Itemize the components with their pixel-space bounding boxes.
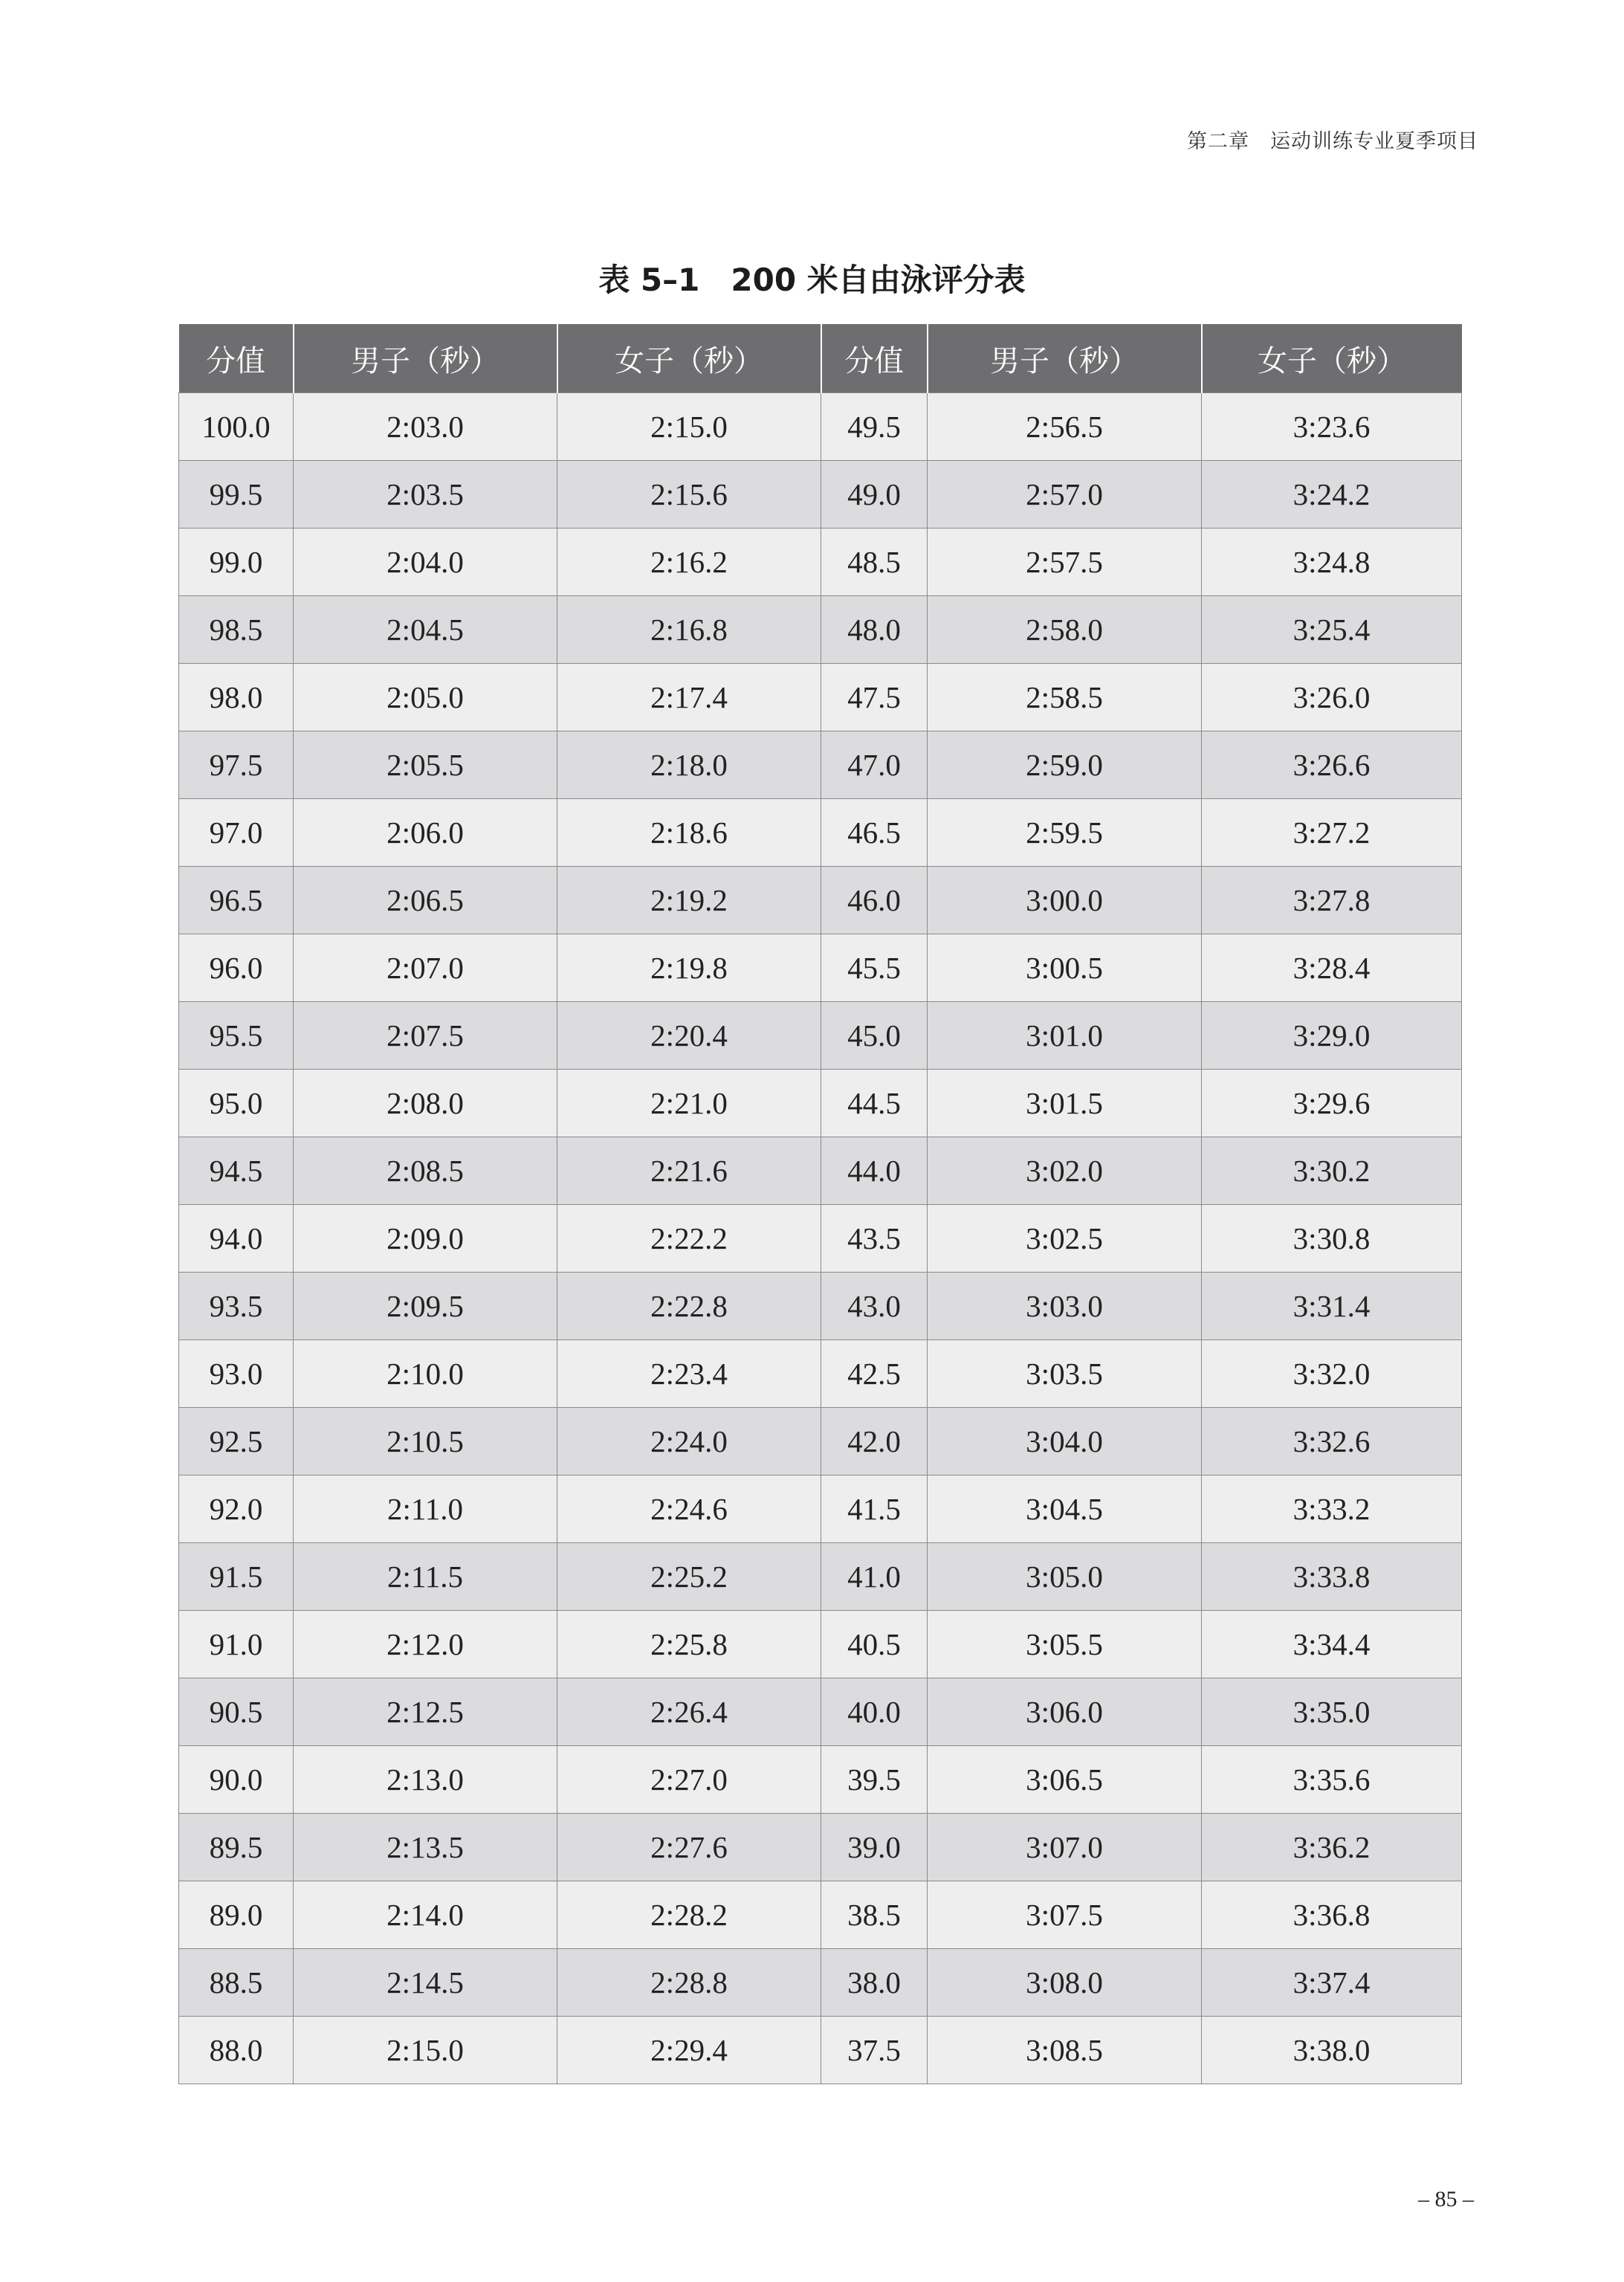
- score-cell: 95.5: [179, 1002, 294, 1070]
- women-time-cell: 2:15.6: [557, 461, 821, 529]
- women-time-cell: 3:27.8: [1202, 867, 1462, 934]
- women-time-cell: 2:24.6: [557, 1475, 821, 1543]
- men-time-cell: 2:05.5: [294, 731, 557, 799]
- score-cell: 91.0: [179, 1611, 294, 1678]
- women-time-cell: 3:32.6: [1202, 1408, 1462, 1475]
- score-cell: 94.0: [179, 1205, 294, 1273]
- score-cell: 40.5: [821, 1611, 928, 1678]
- women-time-cell: 2:19.2: [557, 867, 821, 934]
- table-title: 表 5–1 200 米自由泳评分表: [598, 262, 1026, 298]
- score-cell: 88.0: [179, 2017, 294, 2084]
- men-time-cell: 2:04.0: [294, 529, 557, 596]
- women-time-cell: 2:25.8: [557, 1611, 821, 1678]
- score-cell: 89.5: [179, 1814, 294, 1881]
- score-cell: 49.5: [821, 393, 928, 461]
- women-time-cell: 3:37.4: [1202, 1949, 1462, 2017]
- men-time-cell: 2:06.5: [294, 867, 557, 934]
- score-cell: 98.5: [179, 596, 294, 664]
- table-body: [179, 393, 1462, 2084]
- women-time-cell: 3:36.2: [1202, 1814, 1462, 1881]
- men-time-cell: 3:07.0: [928, 1814, 1202, 1881]
- women-time-cell: 3:32.0: [1202, 1340, 1462, 1408]
- women-time-cell: 3:23.6: [1202, 393, 1462, 461]
- men-time-cell: 2:57.0: [928, 461, 1202, 529]
- men-time-cell: 2:59.5: [928, 799, 1202, 867]
- table-row: [179, 1137, 1462, 1205]
- women-time-cell: 3:36.8: [1202, 1881, 1462, 1949]
- score-cell: 42.0: [821, 1408, 928, 1475]
- men-time-cell: 3:02.5: [928, 1205, 1202, 1273]
- column-header-men-left: 男子（秒）: [294, 324, 557, 393]
- men-time-cell: 3:06.0: [928, 1678, 1202, 1746]
- table-row: [179, 799, 1462, 867]
- women-time-cell: 3:33.2: [1202, 1475, 1462, 1543]
- table-row: [179, 1611, 1462, 1678]
- table-row: [179, 461, 1462, 529]
- men-time-cell: 2:58.5: [928, 664, 1202, 731]
- table-row: [179, 1814, 1462, 1881]
- women-time-cell: 2:22.8: [557, 1273, 821, 1340]
- table-row: [179, 393, 1462, 461]
- score-cell: 99.0: [179, 529, 294, 596]
- score-cell: 47.0: [821, 731, 928, 799]
- women-time-cell: 2:27.6: [557, 1814, 821, 1881]
- table-row: [179, 1746, 1462, 1814]
- men-time-cell: 3:04.0: [928, 1408, 1202, 1475]
- score-cell: 90.5: [179, 1678, 294, 1746]
- score-cell: 46.5: [821, 799, 928, 867]
- women-time-cell: 3:35.6: [1202, 1746, 1462, 1814]
- score-cell: 89.0: [179, 1881, 294, 1949]
- men-time-cell: 2:03.0: [294, 393, 557, 461]
- men-time-cell: 3:05.0: [928, 1543, 1202, 1611]
- women-time-cell: 2:28.2: [557, 1881, 821, 1949]
- women-time-cell: 2:16.8: [557, 596, 821, 664]
- score-cell: 43.5: [821, 1205, 928, 1273]
- men-time-cell: 3:01.0: [928, 1002, 1202, 1070]
- women-time-cell: 3:28.4: [1202, 934, 1462, 1002]
- score-cell: 38.0: [821, 1949, 928, 2017]
- men-time-cell: 2:03.5: [294, 461, 557, 529]
- table-row: [179, 1475, 1462, 1543]
- score-cell: 41.5: [821, 1475, 928, 1543]
- men-time-cell: 2:05.0: [294, 664, 557, 731]
- men-time-cell: 2:13.5: [294, 1814, 557, 1881]
- score-cell: 94.5: [179, 1137, 294, 1205]
- score-cell: 40.0: [821, 1678, 928, 1746]
- score-cell: 98.0: [179, 664, 294, 731]
- women-time-cell: 2:28.8: [557, 1949, 821, 2017]
- score-cell: 88.5: [179, 1949, 294, 2017]
- women-time-cell: 3:27.2: [1202, 799, 1462, 867]
- column-header-women-right: 女子（秒）: [1202, 324, 1462, 393]
- women-time-cell: 2:29.4: [557, 2017, 821, 2084]
- table-row: [179, 1678, 1462, 1746]
- men-time-cell: 2:14.5: [294, 1949, 557, 2017]
- table-row: [179, 664, 1462, 731]
- men-time-cell: 2:10.5: [294, 1408, 557, 1475]
- table-row: [179, 1002, 1462, 1070]
- men-time-cell: 2:09.0: [294, 1205, 557, 1273]
- score-cell: 45.5: [821, 934, 928, 1002]
- men-time-cell: 3:00.5: [928, 934, 1202, 1002]
- men-time-cell: 3:03.0: [928, 1273, 1202, 1340]
- men-time-cell: 2:07.5: [294, 1002, 557, 1070]
- score-cell: 99.5: [179, 461, 294, 529]
- women-time-cell: 3:26.6: [1202, 731, 1462, 799]
- page-number: – 85 –: [1418, 2187, 1474, 2211]
- women-time-cell: 3:31.4: [1202, 1273, 1462, 1340]
- table-row: [179, 529, 1462, 596]
- score-cell: 100.0: [179, 393, 294, 461]
- women-time-cell: 3:35.0: [1202, 1678, 1462, 1746]
- score-cell: 96.5: [179, 867, 294, 934]
- women-time-cell: 2:21.0: [557, 1070, 821, 1137]
- score-cell: 45.0: [821, 1002, 928, 1070]
- women-time-cell: 2:18.0: [557, 731, 821, 799]
- women-time-cell: 2:25.2: [557, 1543, 821, 1611]
- column-header-women-left: 女子（秒）: [557, 324, 821, 393]
- men-time-cell: 2:09.5: [294, 1273, 557, 1340]
- men-time-cell: 2:07.0: [294, 934, 557, 1002]
- score-cell: 41.0: [821, 1543, 928, 1611]
- men-time-cell: 2:08.0: [294, 1070, 557, 1137]
- men-time-cell: 2:56.5: [928, 393, 1202, 461]
- men-time-cell: 2:11.5: [294, 1543, 557, 1611]
- score-cell: 97.0: [179, 799, 294, 867]
- score-cell: 91.5: [179, 1543, 294, 1611]
- men-time-cell: 2:12.0: [294, 1611, 557, 1678]
- women-time-cell: 2:27.0: [557, 1746, 821, 1814]
- women-time-cell: 3:34.4: [1202, 1611, 1462, 1678]
- table-row: [179, 1273, 1462, 1340]
- men-time-cell: 2:13.0: [294, 1746, 557, 1814]
- table-row: [179, 1070, 1462, 1137]
- score-cell: 39.5: [821, 1746, 928, 1814]
- table-row: [179, 867, 1462, 934]
- men-time-cell: 3:01.5: [928, 1070, 1202, 1137]
- table-row: [179, 731, 1462, 799]
- women-time-cell: 2:20.4: [557, 1002, 821, 1070]
- score-table: [178, 324, 1462, 2084]
- women-time-cell: 3:30.8: [1202, 1205, 1462, 1273]
- score-cell: 48.0: [821, 596, 928, 664]
- men-time-cell: 3:08.0: [928, 1949, 1202, 2017]
- men-time-cell: 2:15.0: [294, 2017, 557, 2084]
- women-time-cell: 3:29.0: [1202, 1002, 1462, 1070]
- score-cell: 37.5: [821, 2017, 928, 2084]
- score-cell: 93.0: [179, 1340, 294, 1408]
- men-time-cell: 3:04.5: [928, 1475, 1202, 1543]
- score-cell: 44.0: [821, 1137, 928, 1205]
- score-cell: 92.5: [179, 1408, 294, 1475]
- table-header-row: [179, 324, 1462, 393]
- score-cell: 97.5: [179, 731, 294, 799]
- score-cell: 47.5: [821, 664, 928, 731]
- women-time-cell: 3:33.8: [1202, 1543, 1462, 1611]
- score-cell: 43.0: [821, 1273, 928, 1340]
- men-time-cell: 2:12.5: [294, 1678, 557, 1746]
- men-time-cell: 3:06.5: [928, 1746, 1202, 1814]
- women-time-cell: 3:30.2: [1202, 1137, 1462, 1205]
- men-time-cell: 3:07.5: [928, 1881, 1202, 1949]
- running-header: 第二章 运动训练专业夏季项目: [1187, 130, 1478, 152]
- women-time-cell: 2:22.2: [557, 1205, 821, 1273]
- women-time-cell: 3:24.8: [1202, 529, 1462, 596]
- score-cell: 49.0: [821, 461, 928, 529]
- men-time-cell: 2:08.5: [294, 1137, 557, 1205]
- men-time-cell: 3:08.5: [928, 2017, 1202, 2084]
- score-cell: 42.5: [821, 1340, 928, 1408]
- table-row: [179, 1340, 1462, 1408]
- table-row: [179, 1949, 1462, 2017]
- women-time-cell: 2:24.0: [557, 1408, 821, 1475]
- women-time-cell: 3:26.0: [1202, 664, 1462, 731]
- women-time-cell: 2:18.6: [557, 799, 821, 867]
- score-cell: 92.0: [179, 1475, 294, 1543]
- score-cell: 95.0: [179, 1070, 294, 1137]
- men-time-cell: 2:57.5: [928, 529, 1202, 596]
- women-time-cell: 2:15.0: [557, 393, 821, 461]
- score-cell: 39.0: [821, 1814, 928, 1881]
- table-row: [179, 1408, 1462, 1475]
- score-cell: 46.0: [821, 867, 928, 934]
- table-row: [179, 1881, 1462, 1949]
- men-time-cell: 3:00.0: [928, 867, 1202, 934]
- men-time-cell: 2:59.0: [928, 731, 1202, 799]
- men-time-cell: 3:02.0: [928, 1137, 1202, 1205]
- score-cell: 38.5: [821, 1881, 928, 1949]
- women-time-cell: 2:17.4: [557, 664, 821, 731]
- women-time-cell: 2:19.8: [557, 934, 821, 1002]
- men-time-cell: 2:10.0: [294, 1340, 557, 1408]
- table-row: [179, 1205, 1462, 1273]
- men-time-cell: 2:06.0: [294, 799, 557, 867]
- score-cell: 93.5: [179, 1273, 294, 1340]
- table-row: [179, 2017, 1462, 2084]
- score-cell: 96.0: [179, 934, 294, 1002]
- women-time-cell: 2:23.4: [557, 1340, 821, 1408]
- men-time-cell: 2:14.0: [294, 1881, 557, 1949]
- score-cell: 44.5: [821, 1070, 928, 1137]
- women-time-cell: 3:29.6: [1202, 1070, 1462, 1137]
- women-time-cell: 3:25.4: [1202, 596, 1462, 664]
- table-row: [179, 934, 1462, 1002]
- men-time-cell: 2:58.0: [928, 596, 1202, 664]
- women-time-cell: 3:24.2: [1202, 461, 1462, 529]
- men-time-cell: 2:11.0: [294, 1475, 557, 1543]
- women-time-cell: 2:21.6: [557, 1137, 821, 1205]
- column-header-men-right: 男子（秒）: [928, 324, 1202, 393]
- men-time-cell: 2:04.5: [294, 596, 557, 664]
- score-cell: 90.0: [179, 1746, 294, 1814]
- women-time-cell: 2:26.4: [557, 1678, 821, 1746]
- women-time-cell: 3:38.0: [1202, 2017, 1462, 2084]
- men-time-cell: 3:05.5: [928, 1611, 1202, 1678]
- men-time-cell: 3:03.5: [928, 1340, 1202, 1408]
- column-header-score-left: 分值: [179, 324, 294, 393]
- column-header-score-right: 分值: [821, 324, 928, 393]
- table-row: [179, 1543, 1462, 1611]
- score-cell: 48.5: [821, 529, 928, 596]
- women-time-cell: 2:16.2: [557, 529, 821, 596]
- table-row: [179, 596, 1462, 664]
